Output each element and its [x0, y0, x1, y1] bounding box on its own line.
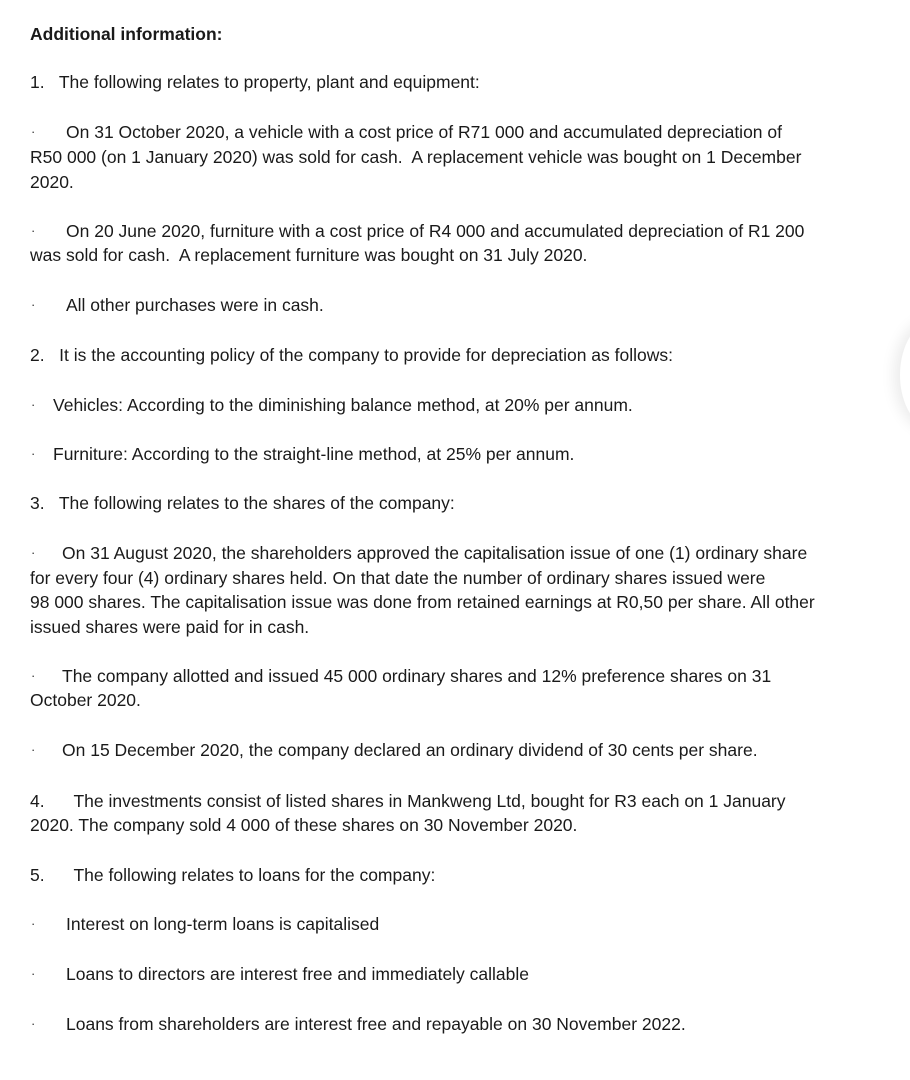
item-1-bullet-3-line-1: All other purchases were in cash.: [66, 295, 324, 315]
item-4-line-2: 2020. The company sold 4 000 of these shares on 30 November 2020.: [30, 815, 578, 835]
item-5-bullet-2-line-1: Loans to directors are interest free and immediately callable: [66, 964, 530, 984]
item-2-title: 2. It is the accounting policy of the company to provide for depreciation as follows:: [30, 345, 673, 365]
bullet-icon: ·: [31, 124, 36, 139]
item-4-line-1: 4. The investments consist of listed shares in Mankweng Ltd, bought for R3 each on 1 January: [30, 791, 786, 811]
item-5-title: 5. The following relates to loans for the company:: [30, 865, 436, 885]
bullet-icon: ·: [31, 916, 36, 931]
bullet-icon: ·: [31, 297, 36, 312]
item-2-bullet-2-line-1: Furniture: According to the straight-line method, at 25% per annum.: [53, 444, 575, 464]
item-3-bullet-1-line-1: On 31 August 2020, the shareholders approved the capitalisation issue of one (1) ordinary share: [62, 543, 808, 563]
item-3-bullet-1-line-2: for every four (4) ordinary shares held. On that date the number of ordinary shares issued were: [30, 568, 766, 588]
bullet-icon: ·: [31, 966, 36, 981]
item-3-bullet-2-line-2: October 2020.: [30, 690, 141, 710]
item-1-bullet-1-line-3: 2020.: [30, 172, 74, 192]
item-1-title: 1. The following relates to property, plant and equipment:: [30, 72, 480, 92]
item-3-bullet-2-line-1: The company allotted and issued 45 000 ordinary shares and 12% preference shares on 31: [62, 666, 772, 686]
item-3-bullet-1-line-4: issued shares were paid for in cash.: [30, 617, 310, 637]
item-1-bullet-2-line-2: was sold for cash. A replacement furniture was bought on 31 July 2020.: [30, 245, 588, 265]
bullet-icon: ·: [31, 668, 36, 683]
bullet-icon: ·: [31, 397, 36, 412]
bullet-icon: ·: [31, 1016, 36, 1031]
item-1-bullet-2-line-1: On 20 June 2020, furniture with a cost price of R4 000 and accumulated depreciation of R1 200: [66, 221, 805, 241]
bullet-icon: ·: [31, 446, 36, 461]
item-1-bullet-1-line-2: R50 000 (on 1 January 2020) was sold for cash. A replacement vehicle was bought on 1 December: [30, 147, 802, 167]
item-1-bullet-1-line-1: On 31 October 2020, a vehicle with a cost price of R71 000 and accumulated depreciation of: [66, 122, 782, 142]
section-heading: Additional information:: [30, 24, 223, 44]
item-2-bullet-1-line-1: Vehicles: According to the diminishing balance method, at 20% per annum.: [53, 395, 633, 415]
item-5-bullet-1-line-1: Interest on long-term loans is capitalised: [66, 914, 380, 934]
bullet-icon: ·: [31, 545, 36, 560]
bullet-icon: ·: [31, 223, 36, 238]
item-5-bullet-3-line-1: Loans from shareholders are interest free and repayable on 30 November 2022.: [66, 1014, 686, 1034]
page-edge-shadow: [900, 320, 910, 430]
item-3-title: 3. The following relates to the shares of the company:: [30, 493, 455, 513]
item-3-bullet-1-line-3: 98 000 shares. The capitalisation issue was done from retained earnings at R0,50 per share. All other: [30, 592, 815, 612]
bullet-icon: ·: [31, 742, 36, 757]
item-3-bullet-3-line-1: On 15 December 2020, the company declared an ordinary dividend of 30 cents per share.: [62, 740, 758, 760]
